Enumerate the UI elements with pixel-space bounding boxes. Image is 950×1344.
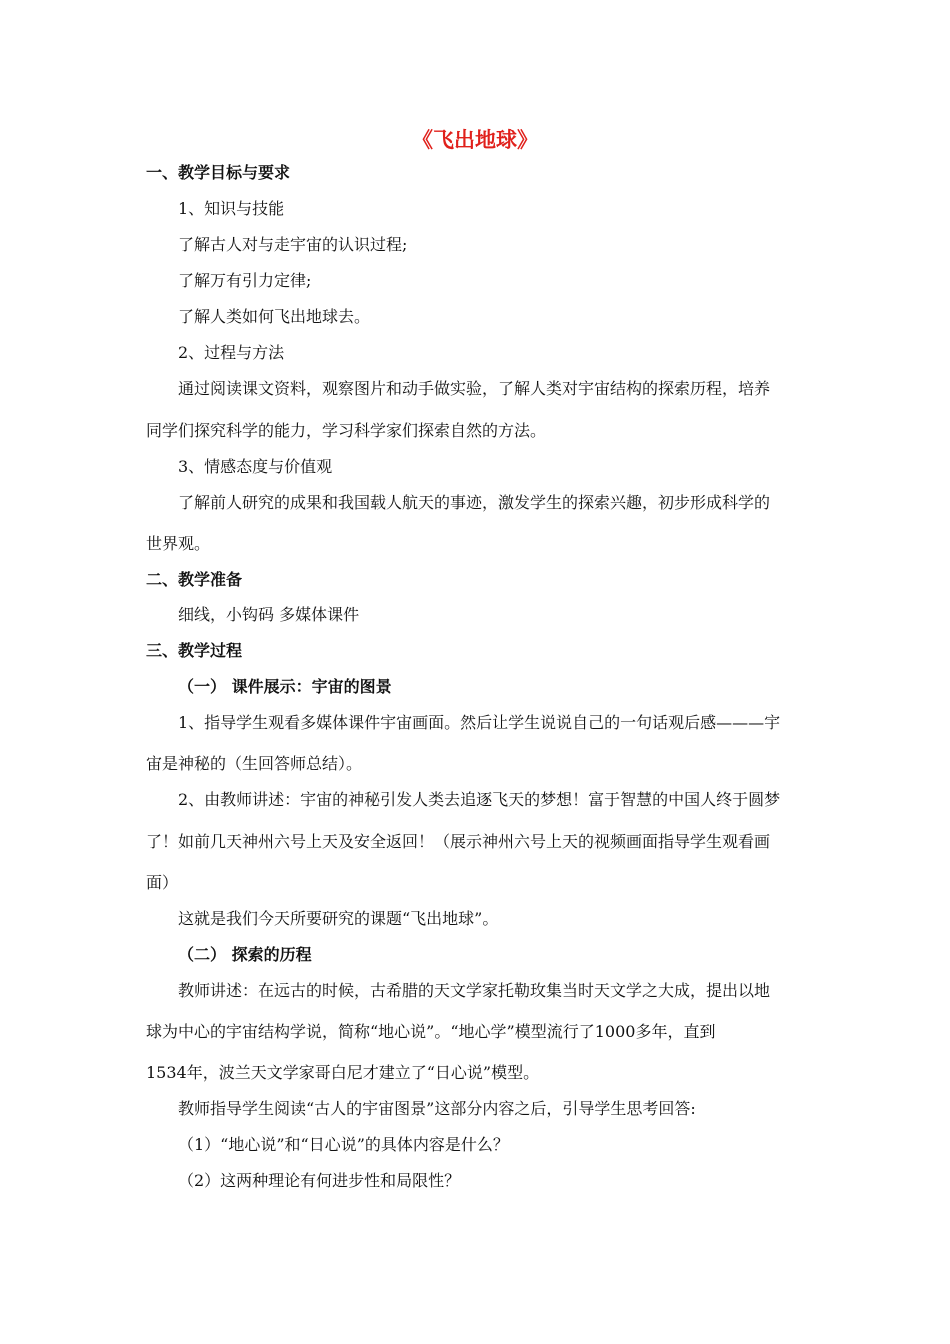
paragraph-line: 细线，小钩码 多媒体课件 [178, 605, 360, 624]
paragraph-line: 了解古人对与走宇宙的认识过程; [178, 235, 408, 254]
paragraph-line: 球为中心的宇宙结构学说，简称“地心说”。“地心学”模型流行了1000多年，直到 [146, 1022, 716, 1041]
paragraph-line: 2、过程与方法 [178, 343, 285, 362]
section-heading: （一） 课件展示：宇宙的图景 [178, 677, 392, 696]
section-heading: （二） 探索的历程 [178, 945, 312, 964]
page-title: 《飞出地球》 [412, 128, 538, 152]
paragraph-line: 1534年，波兰天文学家哥白尼才建立了“日心说”模型。 [146, 1063, 540, 1082]
paragraph-line: （1）“地心说”和“日心说”的具体内容是什么？ [178, 1135, 509, 1154]
paragraph-line: 了解万有引力定律; [178, 271, 312, 290]
paragraph-line: 宙是神秘的（生回答师总结）。 [146, 754, 363, 773]
section-heading: 二、教学准备 [146, 570, 243, 589]
section-heading: 三、教学过程 [146, 641, 243, 660]
paragraph-line: 了！如前几天神州六号上天及安全返回！（展示神州六号上天的视频画面指导学生观看画 [146, 832, 771, 851]
paragraph-line: 1、指导学生观看多媒体课件宇宙画面。然后让学生说说自己的一句话观后感———宇 [178, 713, 781, 732]
paragraph-line: 教师讲述：在远古的时候，古希腊的天文学家托勒玫集当时天文学之大成，提出以地 [178, 981, 771, 1000]
paragraph-line: 了解前人研究的成果和我国载人航天的事迹，激发学生的探索兴趣，初步形成科学的 [178, 493, 771, 512]
paragraph-line: （2）这两种理论有何进步性和局限性？ [178, 1171, 461, 1190]
section-heading: 一、教学目标与要求 [146, 163, 291, 182]
paragraph-line: 这就是我们今天所要研究的课题“飞出地球”。 [178, 909, 499, 928]
paragraph-line: 1、知识与技能 [178, 199, 285, 218]
paragraph-line: 世界观。 [146, 534, 211, 553]
paragraph-line: 同学们探究科学的能力，学习科学家们探索自然的方法。 [146, 421, 547, 440]
paragraph-line: 教师指导学生阅读“古人的宇宙图景”这部分内容之后，引导学生思考回答: [178, 1099, 696, 1118]
paragraph-line: 3、情感态度与价值观 [178, 457, 333, 476]
paragraph-line: 通过阅读课文资料，观察图片和动手做实验，了解人类对宇宙结构的探索历程，培养 [178, 379, 771, 398]
paragraph-line: 2、由教师讲述：宇宙的神秘引发人类去追逐飞天的梦想！富于智慧的中国人终于圆梦 [178, 790, 781, 809]
paragraph-line: 面） [146, 873, 179, 892]
paragraph-line: 了解人类如何飞出地球去。 [178, 307, 371, 326]
